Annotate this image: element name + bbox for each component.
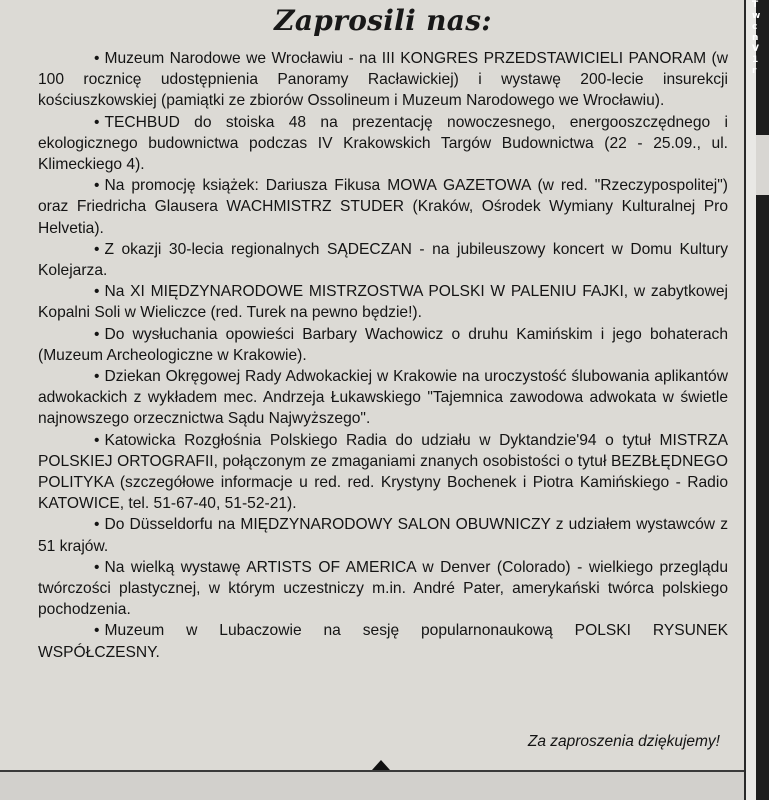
bullet-icon: • [94,177,100,195]
list-item [38,281,728,323]
list-item [38,175,728,239]
bullet-icon: • [94,431,100,449]
bullet-icon: • [94,50,100,67]
list-item-text: Dziekan Okręgowej Rady Adwokackiej w Krakowie na uroczystość ślubowania aplikantów adwokackich z wykładem mec. Andrzeja Łukawskiego "Tajemnica zawodowa adwokata w świetle najnowszego orzecznictwa Sądu Najwyższego". [38,368,728,428]
bullet-icon: • [94,325,100,343]
list-item-text: Na promocję książek: Dariusza Fikusa MOWA GAZETOWA (w red. "Rzeczypospolitej") oraz Friedricha Glausera WACHMISTRZ STUDER (Kraków, Ośrodek Wymiany Kulturalnej Pro Helvetia). [38,177,728,237]
invitation-list [38,48,728,663]
bottom-margin [0,772,744,800]
bullet-icon: • [94,240,100,258]
bullet-icon: • [94,558,100,576]
closing-thanks: Za zaproszenia dziękujemy! [527,733,720,750]
list-item-text: Muzeum Narodowe we Wrocławiu - na III KONGRES PRZEDSTAWICIELI PANORAM (w 100 rocznicę udostępnienia Panoramy Racławickiej) i wystawę 200-lecie insurekcji kościuszkowskiej (pamiątki ze zbiorów Ossolineum i Muzeum Narodowego we Wrocławiu). [38,50,728,110]
triangle-marker-icon [372,760,390,770]
list-item-text: TECHBUD do stoiska 48 na prezentację nowoczesnego, energooszczędnego i ekologicznego budownictwa podczas IV Krakowskich Targów Budownictwa (22 - 25.09., ul. Klimeckiego 4). [38,113,728,174]
list-item-text: Na XI MIĘDZYNARODOWE MISTRZOSTWA POLSKI W PALENIU FAJKI, w zabytkowej Kopalni Soli w Wieliczce (red. Turek na pewno będzie!). [38,283,728,322]
list-item [38,430,728,515]
list-item [38,620,728,662]
bullet-icon: • [94,368,100,386]
list-item-text: Do wysłuchania opowieści Barbary Wachowicz o druhu Kamińskim i jego bohaterach (Muzeum Archeologiczne w Krakowie). [38,325,728,364]
list-item [38,366,728,430]
list-item [38,112,728,176]
list-item [38,557,728,621]
list-item [38,48,728,112]
edge-dark-band [746,0,769,800]
list-item-text: Muzeum w Lubaczowie na sesję popularnonaukową POLSKI RYSUNEK WSPÓŁCZESNY. [38,622,728,661]
edge-light-notch [756,135,769,195]
list-item-text: Katowicka Rozgłośnia Polskiego Radia do udziału w Dyktandzie'94 o tytuł MISTRZA POLSKIEJ ORTOGRAFII, połączonym ze zmaganiami znanych osobistości o tytuł BEZBŁĘDNEGO POLITYKA (szczegółowe informacje u red. red. Krystyny Bochenek i Piotra Kamińskiego - Radio KATOWICE, tel. 51-67-40, 51-52-21). [38,431,728,513]
edge-cropped-text: T w c n V 1 r [752,0,761,76]
bullet-icon: • [94,113,100,131]
article-title: Zaprosili nas: [274,4,492,37]
bullet-icon: • [94,516,100,534]
list-item-text: Do Düsseldorfu na MIĘDZYNARODOWY SALON OBUWNICZY z udziałem wystawców z 51 krajów. [38,516,728,555]
article-column [38,0,728,800]
list-item [38,239,728,281]
list-item [38,514,728,556]
list-item-text: Na wielką wystawę ARTISTS OF AMERICA w Denver (Colorado) - wielkiego przeglądu twórczości plastycznej, w którym uczestniczy m.in. André Pater, amerykański twórca polskiego pochodzenia. [38,558,728,619]
bullet-icon: • [94,283,100,301]
adjacent-page-edge [744,0,769,800]
bullet-icon: • [94,622,100,640]
list-item [38,324,728,366]
list-item-text: Z okazji 30-lecia regionalnych SĄDECZAN - na jubileuszowy koncert w Domu Kultury Kolejarza. [38,240,728,280]
